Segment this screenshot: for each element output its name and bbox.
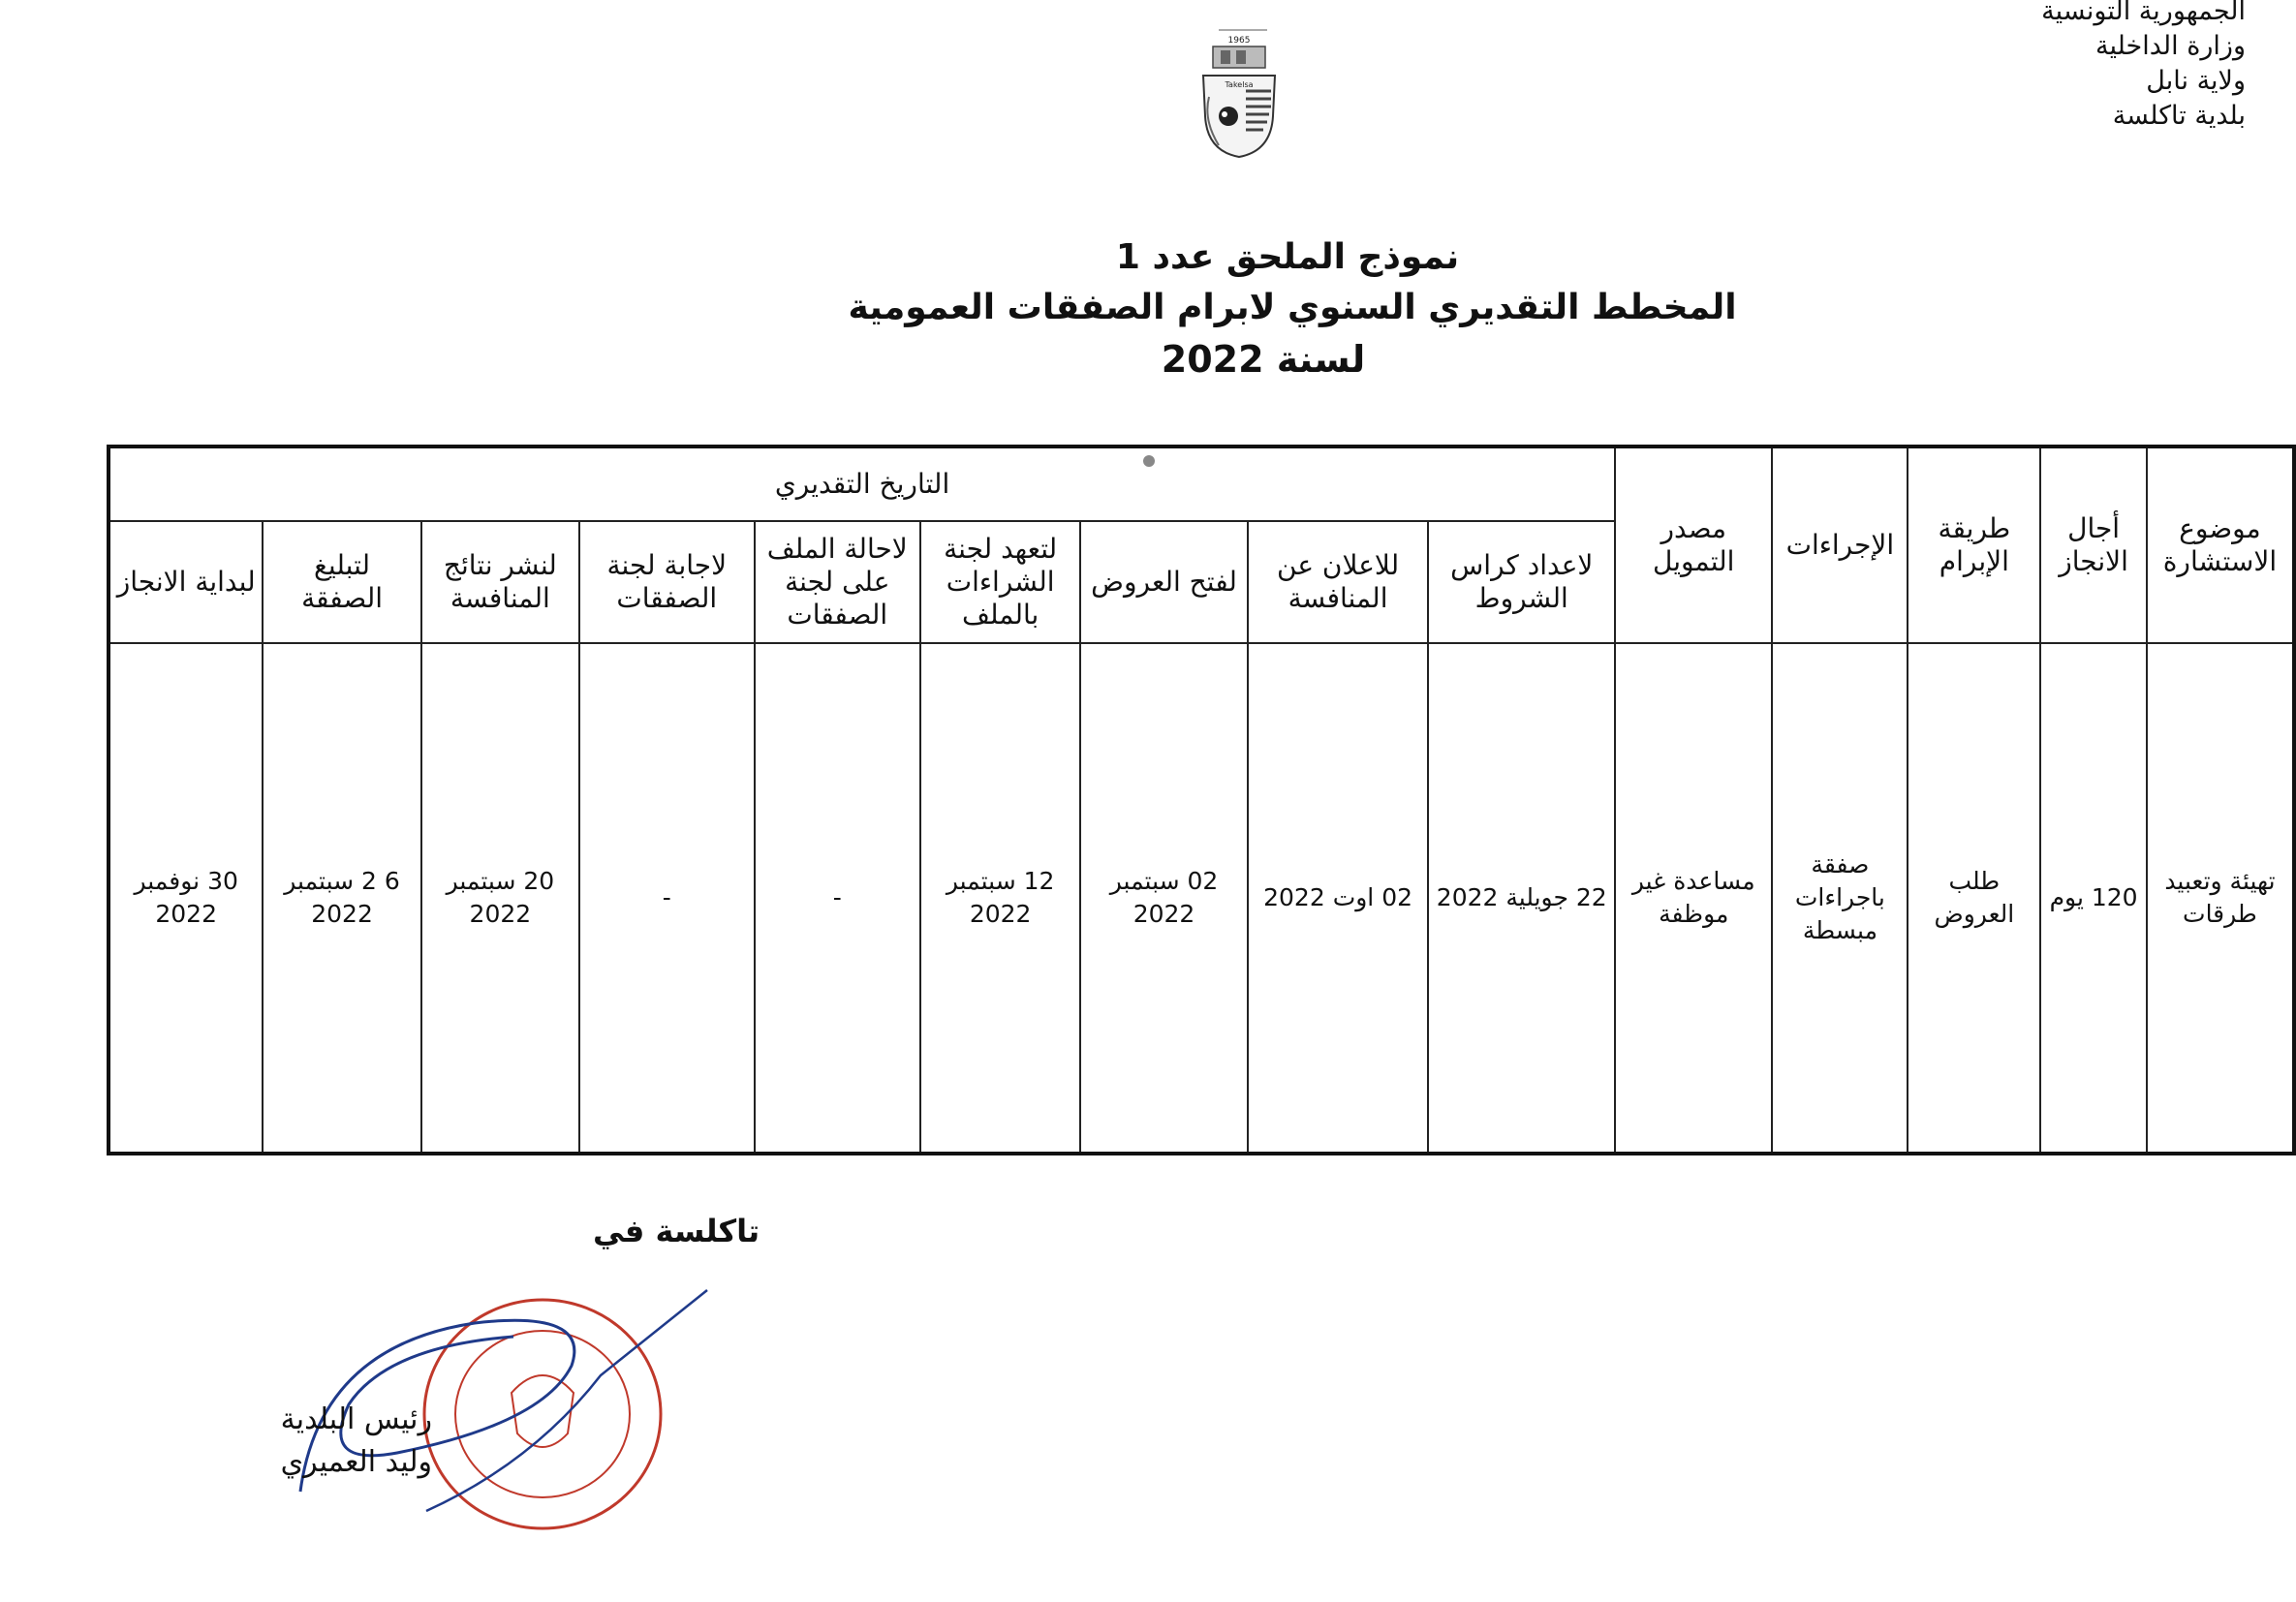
institution-header xyxy=(2041,0,2246,134)
table-row xyxy=(109,643,2294,1154)
emblem-year: 1965 xyxy=(1227,36,1251,46)
annex-title: نموذج الملحق عدد 1 xyxy=(1115,237,1460,277)
document-titles xyxy=(0,232,2265,385)
cell-date-purchasing-committee: 12 سبتمبر 2022 xyxy=(920,643,1080,1154)
year-title: لسنة 2022 xyxy=(1161,338,1366,381)
subheader-results: لنشر نتائج المنافسة xyxy=(421,521,579,643)
header-line-republic: الجمهورية التونسية xyxy=(2041,0,2246,26)
signatory-name: وليد العميري xyxy=(280,1445,432,1479)
header-funding: مصدر التمويل xyxy=(1615,447,1772,643)
plan-title: المخطط التقديري السنوي لابرام الصفقات العمومية xyxy=(848,288,1737,327)
cell-date-start: 30 نوفمبر 2022 xyxy=(109,643,263,1154)
procurement-plan-table xyxy=(107,445,2296,1155)
header-line-municipality: بلدية تاكلسة xyxy=(2112,101,2246,131)
cell-date-bid-opening: 02 سبتمبر 2022 xyxy=(1080,643,1247,1154)
cell-date-referral: - xyxy=(755,643,920,1154)
municipality-emblem-icon xyxy=(1197,27,1281,161)
header-estimated-date: التاريخ التقديري xyxy=(109,447,1615,521)
header-line-ministry: وزارة الداخلية xyxy=(2095,31,2246,61)
subheader-bid-opening: لفتح العروض xyxy=(1080,521,1247,643)
emblem-name: Takelsa xyxy=(1225,80,1254,89)
header-method: طريقة الإبرام xyxy=(1908,447,2040,643)
subheader-announcement: للاعلان عن المنافسة xyxy=(1248,521,1429,643)
header-duration: أجال الانجاز xyxy=(2040,447,2147,643)
cell-date-specs: 22 جويلية 2022 xyxy=(1428,643,1615,1154)
cell-date-committee-response: - xyxy=(579,643,755,1154)
subheader-notification: لتبليغ الصفقة xyxy=(263,521,420,643)
cell-date-announcement: 02 اوت 2022 xyxy=(1248,643,1429,1154)
cell-date-results: 20 سبتمبر 2022 xyxy=(421,643,579,1154)
header-line-governorate: ولاية نابل xyxy=(2146,66,2246,96)
header-subject: موضوع الاستشارة xyxy=(2147,447,2294,643)
header-procedures: الإجراءات xyxy=(1772,447,1908,643)
signatory-block xyxy=(254,1399,432,1484)
table-header-row xyxy=(109,447,2294,521)
cell-subject: تهيئة وتعبيد طرقات xyxy=(2147,643,2294,1154)
subheader-start: لبداية الانجاز xyxy=(109,521,263,643)
cell-funding: مساعدة غير موظفة xyxy=(1615,643,1772,1154)
cell-date-notification: 6 2 سبتمبر 2022 xyxy=(263,643,420,1154)
subheader-referral: لاحالة الملف على لجنة الصفقات xyxy=(755,521,920,643)
cell-duration: 120 يوم xyxy=(2040,643,2147,1154)
cell-method: طلب العروض xyxy=(1908,643,2040,1154)
subheader-specs: لاعداد كراس الشروط xyxy=(1428,521,1615,643)
place-date-line: تاكلسة في xyxy=(593,1213,760,1249)
subheader-purchasing-committee: لتعهد لجنة الشراءات بالملف xyxy=(920,521,1080,643)
subheader-committee-response: لاجابة لجنة الصفقات xyxy=(579,521,755,643)
signatory-title: رئيس البلدية xyxy=(280,1402,432,1436)
cell-procedures: صفقة باجراءات مبسطة xyxy=(1772,643,1908,1154)
